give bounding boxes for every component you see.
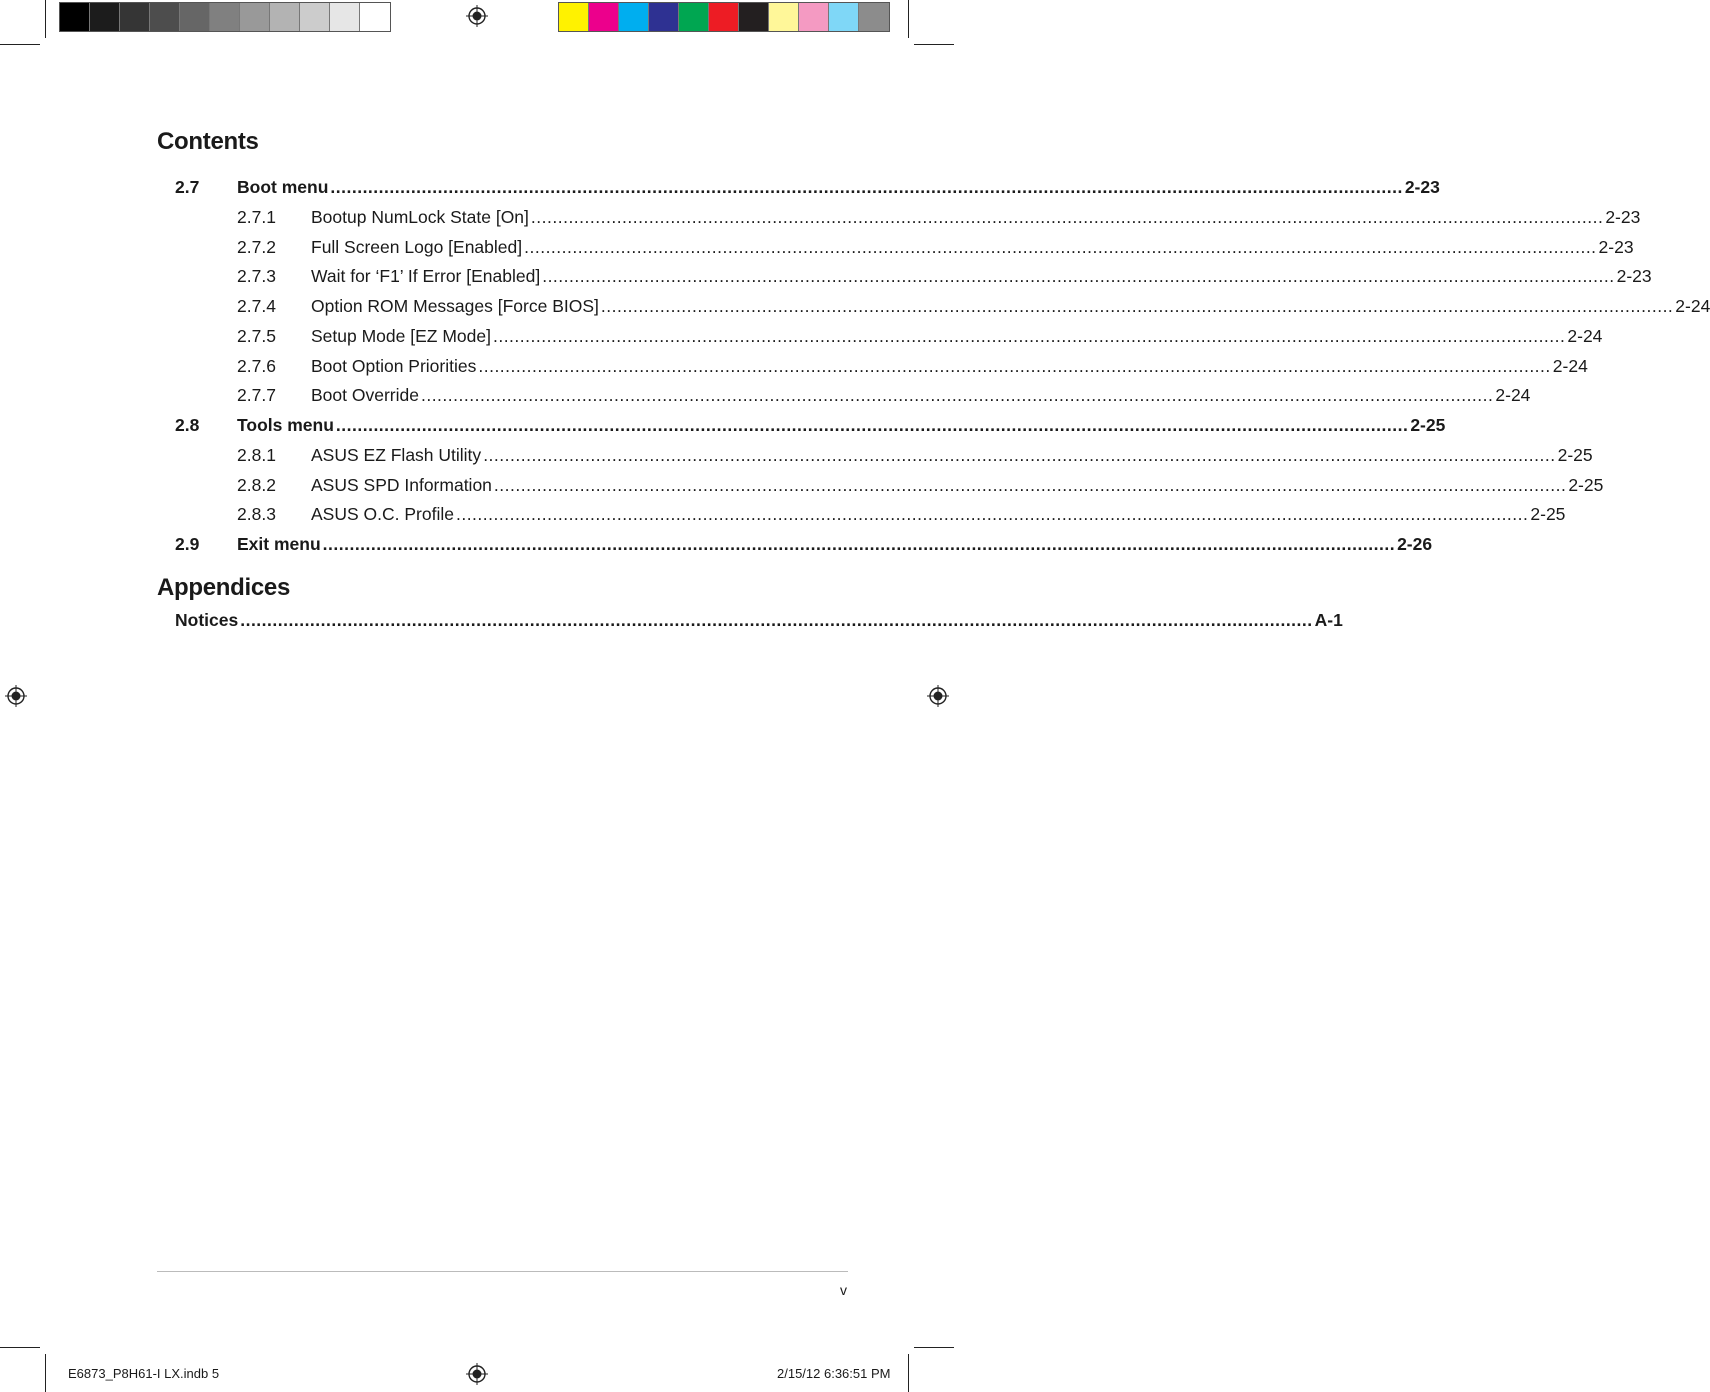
toc-entry-number: 2.7.2: [237, 236, 276, 257]
page-number: v: [840, 1282, 847, 1298]
toc-entry-number: 2.8.1: [237, 444, 276, 465]
color-swatch: [709, 3, 739, 31]
color-swatch: [300, 3, 330, 31]
toc-entry-title: Boot Option Priorities: [311, 355, 477, 376]
crop-mark: [908, 1354, 909, 1392]
appendices-heading: Appendices: [157, 574, 291, 601]
registration-mark-icon: [5, 685, 27, 707]
toc-entry[interactable]: [0, 383, 1531, 407]
process-color-bar: [558, 2, 890, 32]
toc-entry-title: Notices: [175, 610, 239, 630]
crop-mark: [0, 44, 40, 45]
toc-entry-page: 2-25: [1410, 415, 1446, 435]
contents-heading: Contents: [157, 128, 259, 155]
crop-mark: [0, 1347, 40, 1348]
toc-entry[interactable]: [0, 324, 1603, 348]
dot-leader: ........................................................................................................................................................................................................: [322, 534, 1396, 554]
toc-entry-title: Wait for ‘F1’ If Error [Enabled]: [311, 266, 541, 287]
toc-entry-number: 2.7.5: [237, 325, 276, 346]
color-swatch: [679, 3, 709, 31]
toc-entry-title: ASUS O.C. Profile: [311, 504, 454, 525]
toc-entry-title: Exit menu: [237, 534, 321, 554]
toc-entry-number: 2.8.2: [237, 474, 276, 495]
color-swatch: [649, 3, 679, 31]
footer-rule: [157, 1271, 848, 1272]
toc-entry-page: 2-26: [1397, 534, 1433, 554]
toc-entry[interactable]: [0, 205, 1641, 229]
toc-entry-page: 2-25: [1568, 474, 1604, 495]
dot-leader: ........................................................................................................................................................................................................: [524, 236, 1597, 257]
toc-entry-page: 2-23: [1605, 206, 1641, 227]
dot-leader: ........................................................................................................................................................................................................: [530, 206, 1604, 227]
dot-leader: ........................................................................................................................................................................................................: [240, 610, 1313, 630]
crop-mark: [45, 0, 46, 38]
color-swatch: [829, 3, 859, 31]
toc-entry[interactable]: [0, 294, 1710, 318]
toc-entry-title: Boot Override: [311, 385, 419, 406]
color-swatch: [559, 3, 589, 31]
toc-entry-number: 2.7: [175, 177, 200, 197]
toc-entry-number: 2.7.4: [237, 296, 276, 316]
toc-entry[interactable]: [0, 532, 1433, 556]
toc-entry[interactable]: [0, 413, 1446, 437]
crop-mark: [45, 1354, 46, 1392]
toc-entry-number: 2.8.3: [237, 504, 276, 525]
color-swatch: [270, 3, 300, 31]
toc-entry-page: 2-24: [1495, 385, 1531, 406]
toc-entry-number: 2.8: [175, 415, 200, 435]
toc-entry-title: Boot menu: [237, 177, 329, 197]
toc-entry-page: 2-24: [1567, 325, 1603, 346]
toc-entry-page: 2-23: [1404, 177, 1440, 197]
toc-entry-number: 2.9: [175, 534, 200, 554]
dot-leader: ........................................................................................................................................................................................................: [493, 474, 1567, 495]
color-swatch: [330, 3, 360, 31]
color-swatch: [180, 3, 210, 31]
color-swatch: [859, 3, 889, 31]
color-swatch: [120, 3, 150, 31]
dot-leader: ........................................................................................................................................................................................................: [542, 266, 1615, 287]
toc-entry-title: ASUS EZ Flash Utility: [311, 444, 482, 465]
toc-entry[interactable]: [0, 175, 1440, 199]
toc-entry-title: Full Screen Logo [Enabled]: [311, 236, 523, 257]
color-swatch: [360, 3, 390, 31]
toc-entry[interactable]: [0, 473, 1604, 497]
dot-leader: ........................................................................................................................................................................................................: [600, 296, 1674, 316]
dot-leader: ........................................................................................................................................................................................................: [478, 355, 1551, 376]
crop-mark: [914, 44, 954, 45]
toc-entry-title: Tools menu: [237, 415, 334, 435]
toc-entry-page: 2-23: [1598, 236, 1634, 257]
slug-datetime: 2/15/12 6:36:51 PM: [777, 1366, 891, 1381]
dot-leader: ........................................................................................................................................................................................................: [420, 385, 1494, 406]
toc-entry[interactable]: [0, 443, 1593, 467]
toc-entry-number: 2.7.1: [237, 206, 276, 227]
toc-entry[interactable]: [0, 502, 1566, 526]
color-swatch: [60, 3, 90, 31]
color-swatch: [589, 3, 619, 31]
color-swatch: [799, 3, 829, 31]
crop-mark: [914, 1347, 954, 1348]
dot-leader: ........................................................................................................................................................................................................: [455, 504, 1529, 525]
toc-entry-title: Bootup NumLock State [On]: [311, 206, 529, 227]
toc-entry-page: 2-25: [1557, 444, 1593, 465]
registration-mark-icon: [466, 5, 488, 27]
crop-mark: [908, 0, 909, 38]
toc-entry[interactable]: [0, 354, 1588, 378]
toc-entry-title: Option ROM Messages [Force BIOS]: [311, 296, 599, 316]
dot-leader: ........................................................................................................................................................................................................: [492, 325, 1566, 346]
color-swatch: [210, 3, 240, 31]
toc-entry-title: Setup Mode [EZ Mode]: [311, 325, 491, 346]
toc-entry-number: 2.7.6: [237, 355, 276, 376]
grayscale-color-bar: [59, 2, 391, 32]
toc-entry-page: 2-24: [1675, 296, 1710, 316]
toc-entry-title: ASUS SPD Information: [311, 474, 492, 495]
toc-entry[interactable]: [0, 264, 1652, 288]
toc-entry-number: 2.7.7: [237, 385, 276, 406]
color-swatch: [769, 3, 799, 31]
color-swatch: [240, 3, 270, 31]
dot-leader: ........................................................................................................................................................................................................: [335, 415, 1409, 435]
toc-entry-number: 2.7.3: [237, 266, 276, 287]
registration-mark-icon: [927, 685, 949, 707]
toc-entry-page: 2-25: [1530, 504, 1566, 525]
color-swatch: [90, 3, 120, 31]
slug-filename: E6873_P8H61-I LX.indb 5: [68, 1366, 220, 1381]
dot-leader: ........................................................................................................................................................................................................: [483, 444, 1556, 465]
toc-entry-page: 2-24: [1552, 355, 1588, 376]
color-swatch: [150, 3, 180, 31]
dot-leader: ........................................................................................................................................................................................................: [330, 177, 1403, 197]
color-swatch: [619, 3, 649, 31]
toc-entry[interactable]: [0, 235, 1634, 259]
color-swatch: [739, 3, 769, 31]
toc-entry-page: 2-23: [1616, 266, 1652, 287]
toc-entry-page: A-1: [1314, 610, 1343, 630]
toc-entry[interactable]: [0, 608, 1343, 632]
registration-mark-icon: [466, 1363, 488, 1385]
